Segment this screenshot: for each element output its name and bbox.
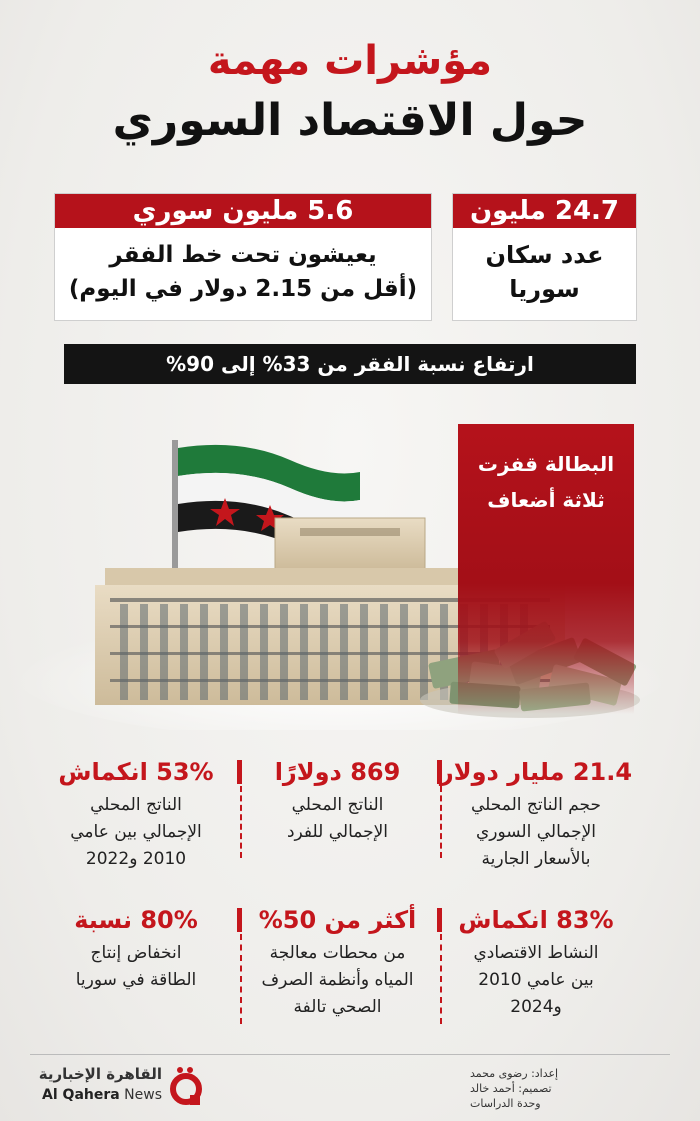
- credits: [470, 1066, 670, 1111]
- stat-divider: [240, 934, 242, 1024]
- stat-desc-line: الصحي تالفة: [293, 997, 382, 1017]
- page-title-line1: مؤشرات مهمة: [207, 38, 493, 84]
- stat-gdp-contraction: [40, 756, 232, 873]
- stat-value: 83% انكماش: [458, 906, 614, 934]
- stat-description: [438, 792, 634, 873]
- stat-gdp-per-capita: [245, 756, 430, 846]
- stat-marker: [237, 908, 242, 932]
- population-label: [453, 228, 636, 306]
- stat-value: 53% انكماش: [58, 758, 214, 786]
- footer-divider: [30, 1054, 670, 1055]
- stat-gdp-total-block: [438, 756, 634, 873]
- credits-line2: تصميم: أحمد خالد: [470, 1082, 552, 1095]
- stat-value: 80% نسبة: [74, 906, 198, 934]
- logo-arabic: القاهرة الإخبارية: [38, 1065, 162, 1083]
- poverty-rate-bar: ارتفاع نسبة الفقر من 33% إلى 90%: [64, 344, 636, 384]
- population-card: [452, 193, 637, 321]
- poverty-value: 5.6 مليون سوري: [55, 194, 431, 228]
- logo-mark-icon: [168, 1065, 204, 1109]
- stat-description: [245, 792, 430, 846]
- credits-line3: وحدة الدراسات: [470, 1097, 541, 1110]
- stat-water-treatment: [245, 904, 430, 1021]
- stat-desc-line: الإجمالي بين عامي: [70, 822, 202, 842]
- stat-desc-line: بين عامي 2010: [478, 970, 594, 990]
- poverty-label-line2: (أقل من 2.15 دولار في اليوم): [68, 276, 418, 302]
- unemployment-line1: البطالة قفزت: [477, 452, 615, 476]
- page-title-line2: حول الاقتصاد السوري: [112, 95, 588, 146]
- unemployment-panel: [458, 424, 634, 714]
- stat-value: أكثر من 50%: [258, 906, 417, 934]
- stat-desc-line: انخفاض إنتاج: [90, 943, 182, 963]
- poverty-card: [54, 193, 432, 321]
- stat-desc-line: الناتج المحلي: [291, 795, 384, 815]
- logo-english-light: News: [124, 1087, 162, 1103]
- stat-description: [40, 792, 232, 873]
- stat-description: [438, 940, 634, 1021]
- stat-description: [40, 940, 232, 994]
- stat-description: [245, 940, 430, 1021]
- logo-english: [30, 1087, 162, 1103]
- stat-desc-line: الإجمالي السوري: [475, 822, 597, 842]
- stat-desc-line: الإجمالي للفرد: [286, 822, 389, 842]
- stat-desc-line: و2024: [510, 997, 562, 1017]
- stat-value: 21.4 مليار دولار: [439, 758, 633, 786]
- stat-desc-line: الناتج المحلي: [90, 795, 182, 815]
- logo-english-bold: Al Qahera: [42, 1087, 120, 1103]
- poverty-label: [55, 228, 431, 306]
- logo: [30, 1065, 210, 1109]
- stat-value: 869 دولارًا: [274, 758, 401, 786]
- credits-line1: إعداد: رضوى محمد: [470, 1067, 559, 1080]
- poverty-label-line1: يعيشون تحت خط الفقر: [109, 242, 377, 268]
- stat-divider: [240, 786, 242, 858]
- stat-economic-activity: [438, 904, 634, 1021]
- population-label-line2: سوريا: [509, 275, 580, 303]
- population-value: 24.7 مليون: [453, 194, 636, 228]
- stat-desc-line: الطاقة في سوريا: [75, 970, 197, 990]
- stat-desc-line: 2010 و2022: [85, 849, 187, 869]
- unemployment-line2: ثلاثة أضعاف: [487, 488, 605, 512]
- population-label-line1: عدد سكان: [485, 241, 604, 269]
- stat-marker: [237, 760, 242, 784]
- stat-desc-line: حجم الناتج المحلي: [470, 795, 602, 815]
- stat-desc-line: بالأسعار الجارية: [481, 849, 591, 869]
- stat-desc-line: النشاط الاقتصادي: [473, 943, 599, 963]
- stat-energy-production: [40, 904, 232, 994]
- stat-desc-line: المياه وأنظمة الصرف: [261, 970, 414, 990]
- stat-desc-line: من محطات معالجة: [269, 943, 406, 963]
